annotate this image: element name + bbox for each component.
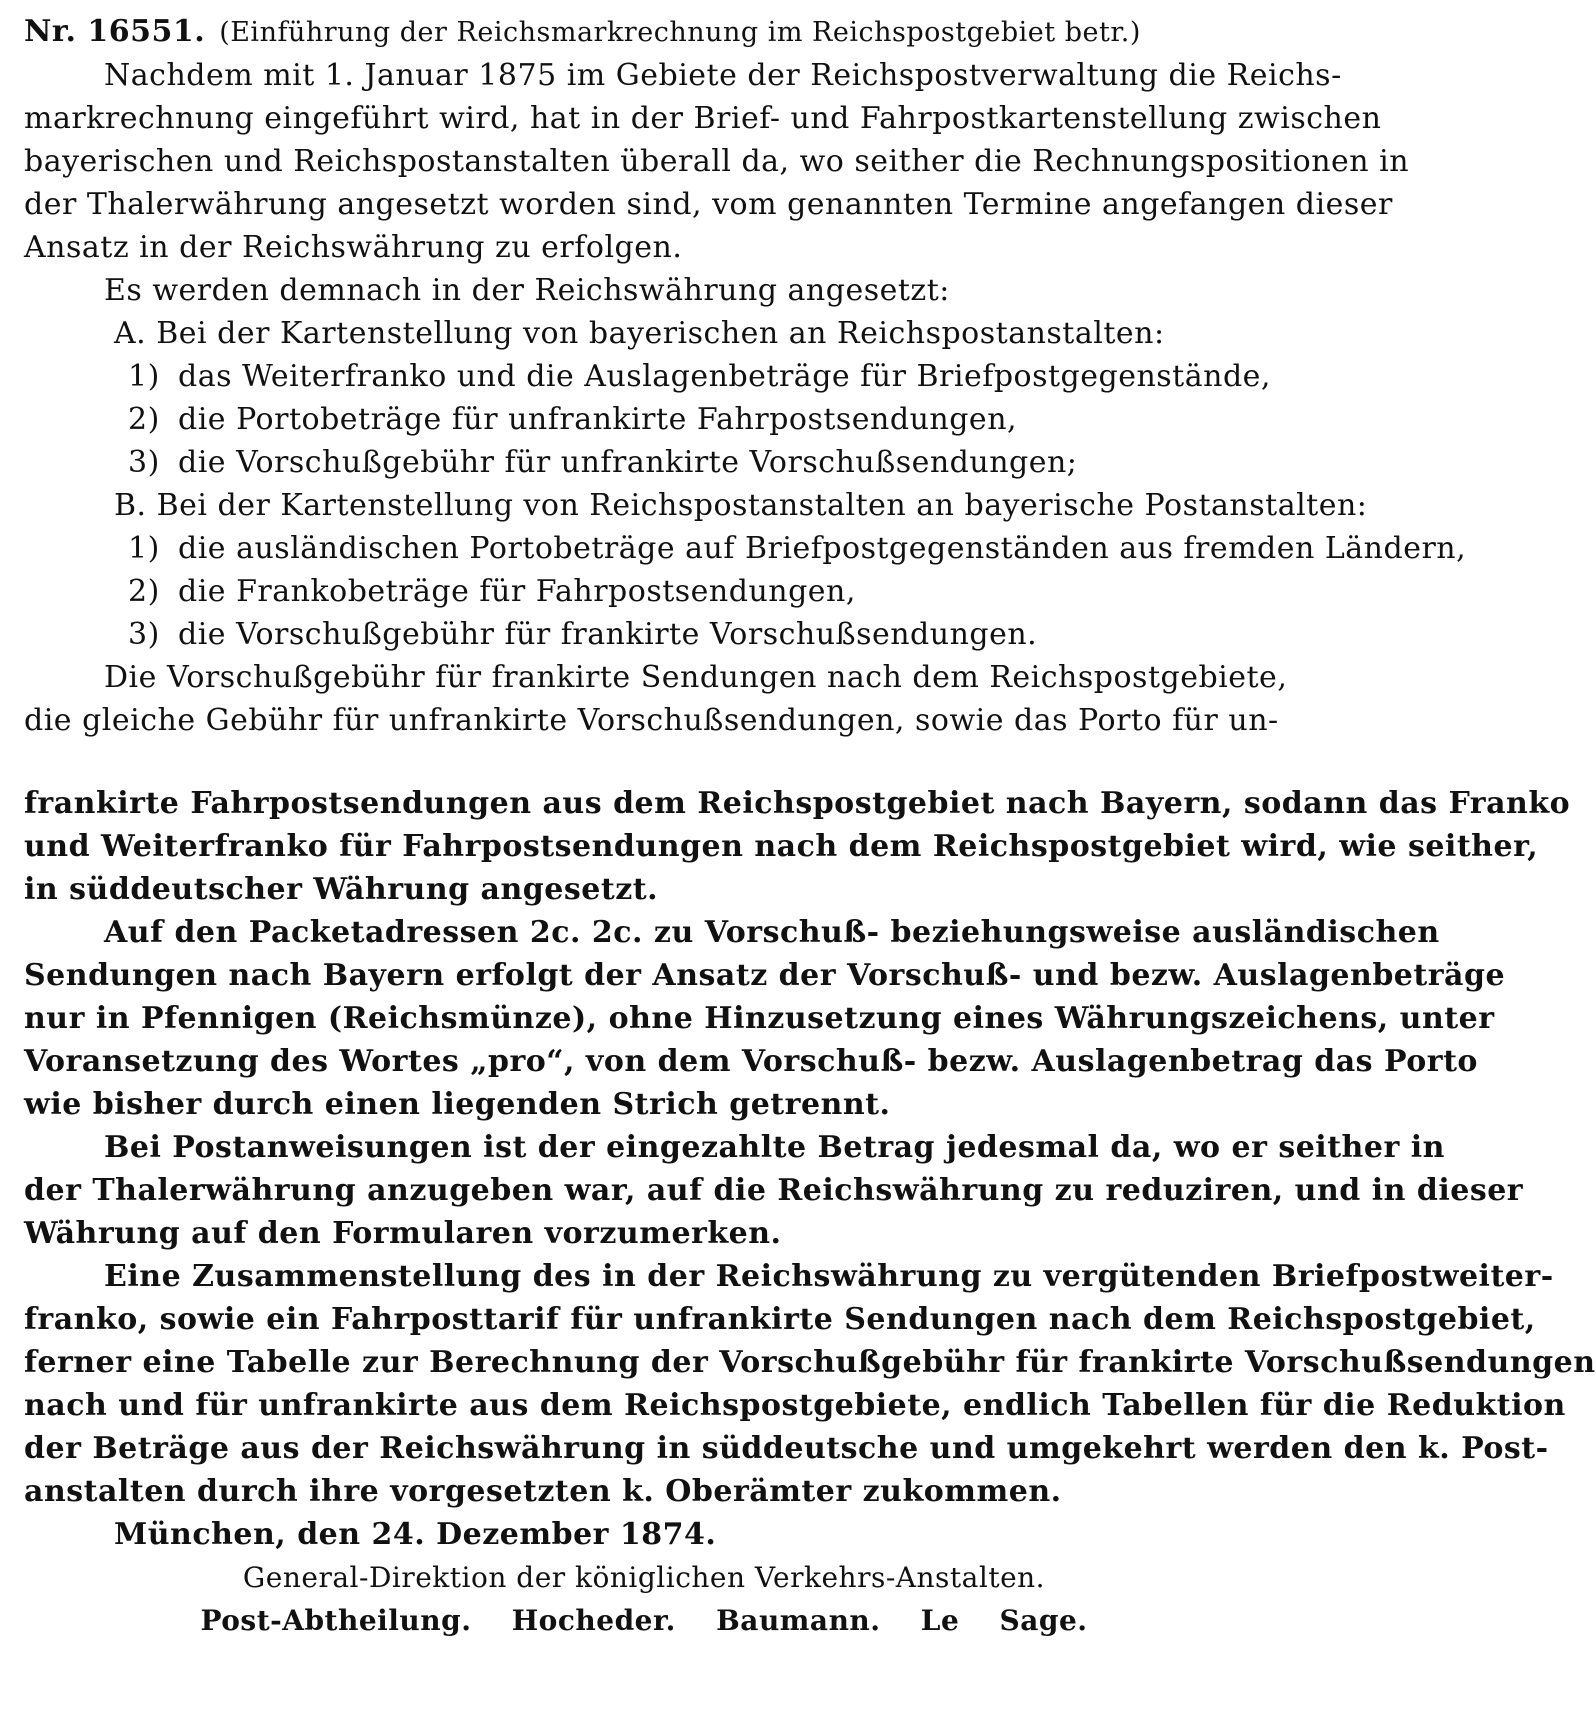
document-header (24, 10, 1264, 54)
list-item-number: 2) (128, 574, 160, 609)
text-line: frankirte Fahrpostsendungen aus dem Reichspostgebiet nach Bayern, sodann das Franko (24, 786, 1571, 821)
section-a (24, 312, 1271, 484)
list-item-number: 1) (128, 359, 160, 394)
list-item-number: 1) (128, 531, 160, 566)
list-item-number: 3) (128, 445, 160, 480)
text-line: und Weiterfranko für Fahrpostsendungen nach dem Reichspostgebiet wird, wie seither, (24, 829, 1539, 864)
list-item-text: das Weiterfranko und die Auslagenbeträge für Briefpostgegenstände, (178, 359, 1271, 394)
list-item (24, 398, 1264, 441)
page-break-gap (24, 742, 1264, 782)
postanweisung-paragraph (24, 1126, 1524, 1255)
section-b (24, 484, 1467, 656)
text-line: Bei Postanweisungen ist der eingezahlte Betrag jedesmal da, wo er seither in (104, 1130, 1445, 1165)
list-item-text: die ausländischen Portobeträge auf Briefpostgegenständen aus fremden Ländern, (178, 531, 1467, 566)
text-line: bayerischen und Reichspostanstalten überall da, wo seither die Rechnungspositionen in (24, 144, 1410, 179)
text-line: Währung auf den Formularen vorzumerken. (24, 1216, 782, 1251)
list-item-text: die Portobeträge für unfrankirte Fahrpostsendungen, (178, 402, 1018, 437)
text-line: franko, sowie ein Fahrposttarif für unfrankirte Sendungen nach dem Reichspostgebiet, (24, 1302, 1536, 1337)
text-line: Auf den Packetadressen 2c. 2c. zu Vorschuß- beziehungsweise ausländischen (104, 915, 1440, 950)
list-item (24, 441, 1264, 484)
text-line: der Beträge aus der Reichswährung in süddeutsche und umgekehrt werden den k. Post- (24, 1431, 1549, 1466)
text-line: nur in Pfennigen (Reichsmünze), ohne Hinzusetzung eines Währungszeichens, unter (24, 1001, 1495, 1036)
section-b-heading: B. Bei der Kartenstellung von Reichspostanstalten an bayerische Postanstalten: (114, 488, 1368, 523)
text-line: der Thalerwährung anzugeben war, auf die Reichswährung zu reduziren, und in dieser (24, 1173, 1524, 1208)
zusammenstellung-paragraph (24, 1255, 1596, 1513)
document-number: Nr. 16551. (24, 14, 206, 49)
list-item (24, 355, 1271, 398)
text-line: Ansatz in der Reichswährung zu erfolgen. (24, 230, 683, 265)
closing-date: München, den 24. Dezember 1874. (114, 1517, 717, 1552)
list-item (24, 613, 1264, 656)
text-line: nach und für unfrankirte aus dem Reichspostgebiete, endlich Tabellen für die Reduktion (24, 1388, 1566, 1423)
issuing-authority: General-Direktion der königlichen Verkehrs-Anstalten. (242, 1561, 1046, 1594)
document-subject: (Einführung der Reichsmarkrechnung im Reichspostgebiet betr.) (219, 17, 1141, 48)
section-a-heading: A. Bei der Kartenstellung von bayerischen an Reichspostanstalten: (114, 316, 1165, 351)
text-line: Eine Zusammenstellung des in der Reichswährung zu vergütenden Briefpostweiter- (104, 1259, 1554, 1294)
text-line: anstalten durch ihre vorgesetzten k. Oberämter zukommen. (24, 1474, 1062, 1509)
text-line: Voransetzung des Wortes „pro“, von dem Vorschuß- bezw. Auslagenbetrag das Porto (24, 1044, 1478, 1079)
list-item-text: die Vorschußgebühr für unfrankirte Vorschußsendungen; (178, 445, 1078, 480)
document-page (24, 10, 1596, 1642)
list-item-text: die Frankobeträge für Fahrpostsendungen, (178, 574, 856, 609)
text-line: wie bisher durch einen liegenden Strich getrennt. (24, 1087, 891, 1122)
intro-paragraph (24, 54, 1410, 269)
list-item (24, 570, 1264, 613)
signatories: Post-Abtheilung. Hocheder. Baumann. Le Sage. (200, 1604, 1088, 1637)
text-line: ferner eine Tabelle zur Berechnung der Vorschußgebühr für frankirte Vorschußsendungen (24, 1345, 1596, 1380)
list-item-number: 3) (128, 617, 160, 652)
text-line: Die Vorschußgebühr für frankirte Sendungen nach dem Reichspostgebiete, (104, 660, 1288, 695)
text-line: Nachdem mit 1. Januar 1875 im Gebiete der Reichspostverwaltung die Reichs- (104, 58, 1342, 93)
text-line: Sendungen nach Bayern erfolgt der Ansatz der Vorschuß- und bezw. Auslagenbeträge (24, 958, 1506, 993)
text-line: markrechnung eingeführt wird, hat in der Brief- und Fahrpostkartenstellung zwischen (24, 101, 1382, 136)
gebuehr-paragraph (24, 656, 1571, 911)
packet-paragraph (24, 911, 1506, 1126)
text-line: die gleiche Gebühr für unfrankirte Vorschußsendungen, sowie das Porto für un- (24, 703, 1279, 738)
text-line: der Thalerwährung angesetzt worden sind, vom genannten Termine angefangen dieser (24, 187, 1393, 222)
list-item (24, 527, 1467, 570)
list-item-text: die Vorschußgebühr für frankirte Vorschußsendungen. (178, 617, 1038, 652)
list-item-number: 2) (128, 402, 160, 437)
text-line: in süddeutscher Währung angesetzt. (24, 872, 659, 907)
demnach-line: Es werden demnach in der Reichswährung angesetzt: (104, 273, 950, 308)
